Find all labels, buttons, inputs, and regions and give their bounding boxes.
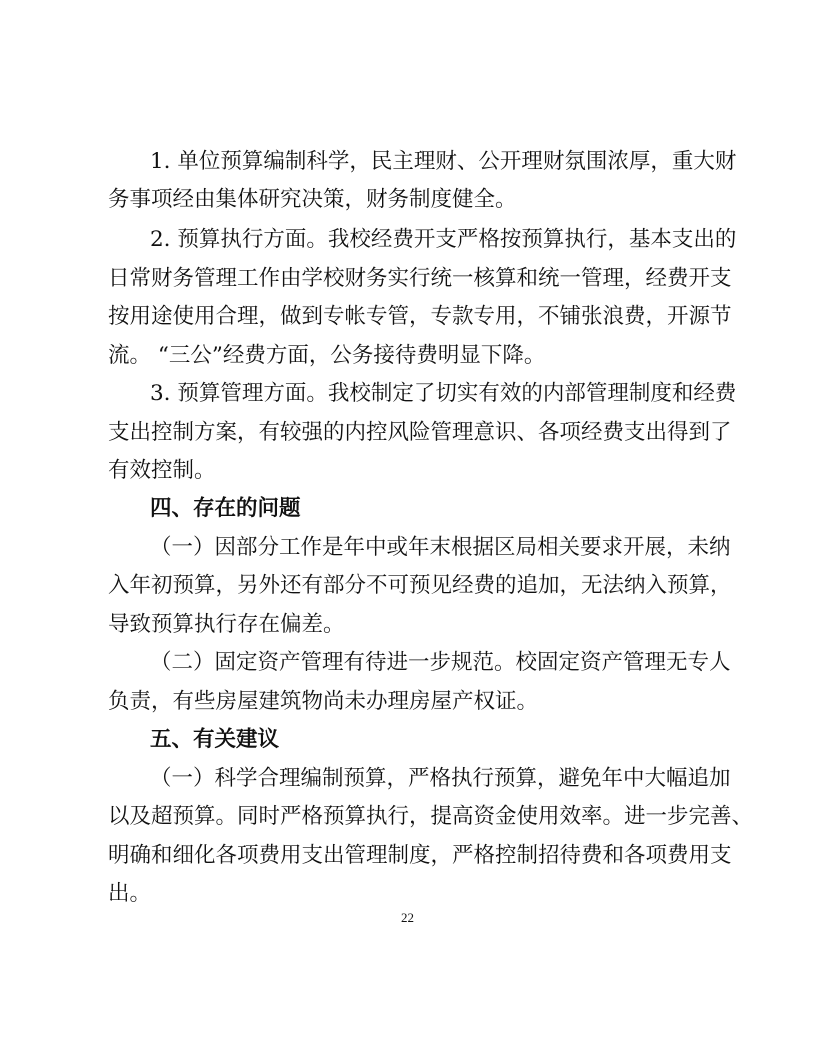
- section-heading-problems: 四、存在的问题: [150, 496, 301, 521]
- paragraph-3-line-3: 有效控制。: [108, 458, 216, 483]
- paragraph-6-line-2: 以及超预算。同时严格预算执行，提高资金使用效率。进一步完善、: [108, 804, 754, 829]
- paragraph-4-line-2: 入年初预算，另外还有部分不可预见经费的追加，无法纳入预算，: [108, 573, 732, 598]
- paragraph-5-line-1: （二）固定资产管理有待进一步规范。校固定资产管理无专人: [150, 650, 731, 675]
- paragraph-5-line-2: 负责，有些房屋建筑物尚未办理房屋产权证。: [108, 689, 539, 714]
- paragraph-4-line-3: 导致预算执行存在偏差。: [108, 612, 345, 637]
- section-heading-suggestions: 五、有关建议: [150, 727, 280, 752]
- paragraph-2-line-1: 2. 预算执行方面。我校经费开支严格按预算执行，基本支出的: [150, 227, 737, 252]
- paragraph-2-line-4: 流。 “三公”经费方面，公务接待费明显下降。: [108, 343, 546, 368]
- paragraph-2-line-3: 按用途使用合理，做到专帐专管，专款专用，不铺张浪费，开源节: [108, 304, 732, 329]
- paragraph-4-line-1: （一）因部分工作是年中或年末根据区局相关要求开展，未纳: [150, 535, 731, 560]
- paragraph-2-line-2: 日常财务管理工作由学校财务实行统一核算和统一管理，经费开支: [108, 266, 732, 291]
- paragraph-6-line-3: 明确和细化各项费用支出管理制度，严格控制招待费和各项费用支: [108, 843, 732, 868]
- paragraph-1-line-2: 务事项经由集体研究决策，财务制度健全。: [108, 187, 517, 212]
- page-number: 22: [401, 910, 414, 925]
- paragraph-1-line-1: 1. 单位预算编制科学，民主理财、公开理财氛围浓厚，重大财: [150, 149, 737, 174]
- paragraph-3-line-2: 支出控制方案，有较强的内控风险管理意识、各项经费支出得到了: [108, 420, 732, 445]
- paragraph-6-line-1: （一）科学合理编制预算，严格执行预算，避免年中大幅追加: [150, 766, 731, 791]
- paragraph-6-line-4: 出。: [108, 881, 152, 906]
- paragraph-3-line-1: 3. 预算管理方面。我校制定了切实有效的内部管理制度和经费: [150, 381, 737, 406]
